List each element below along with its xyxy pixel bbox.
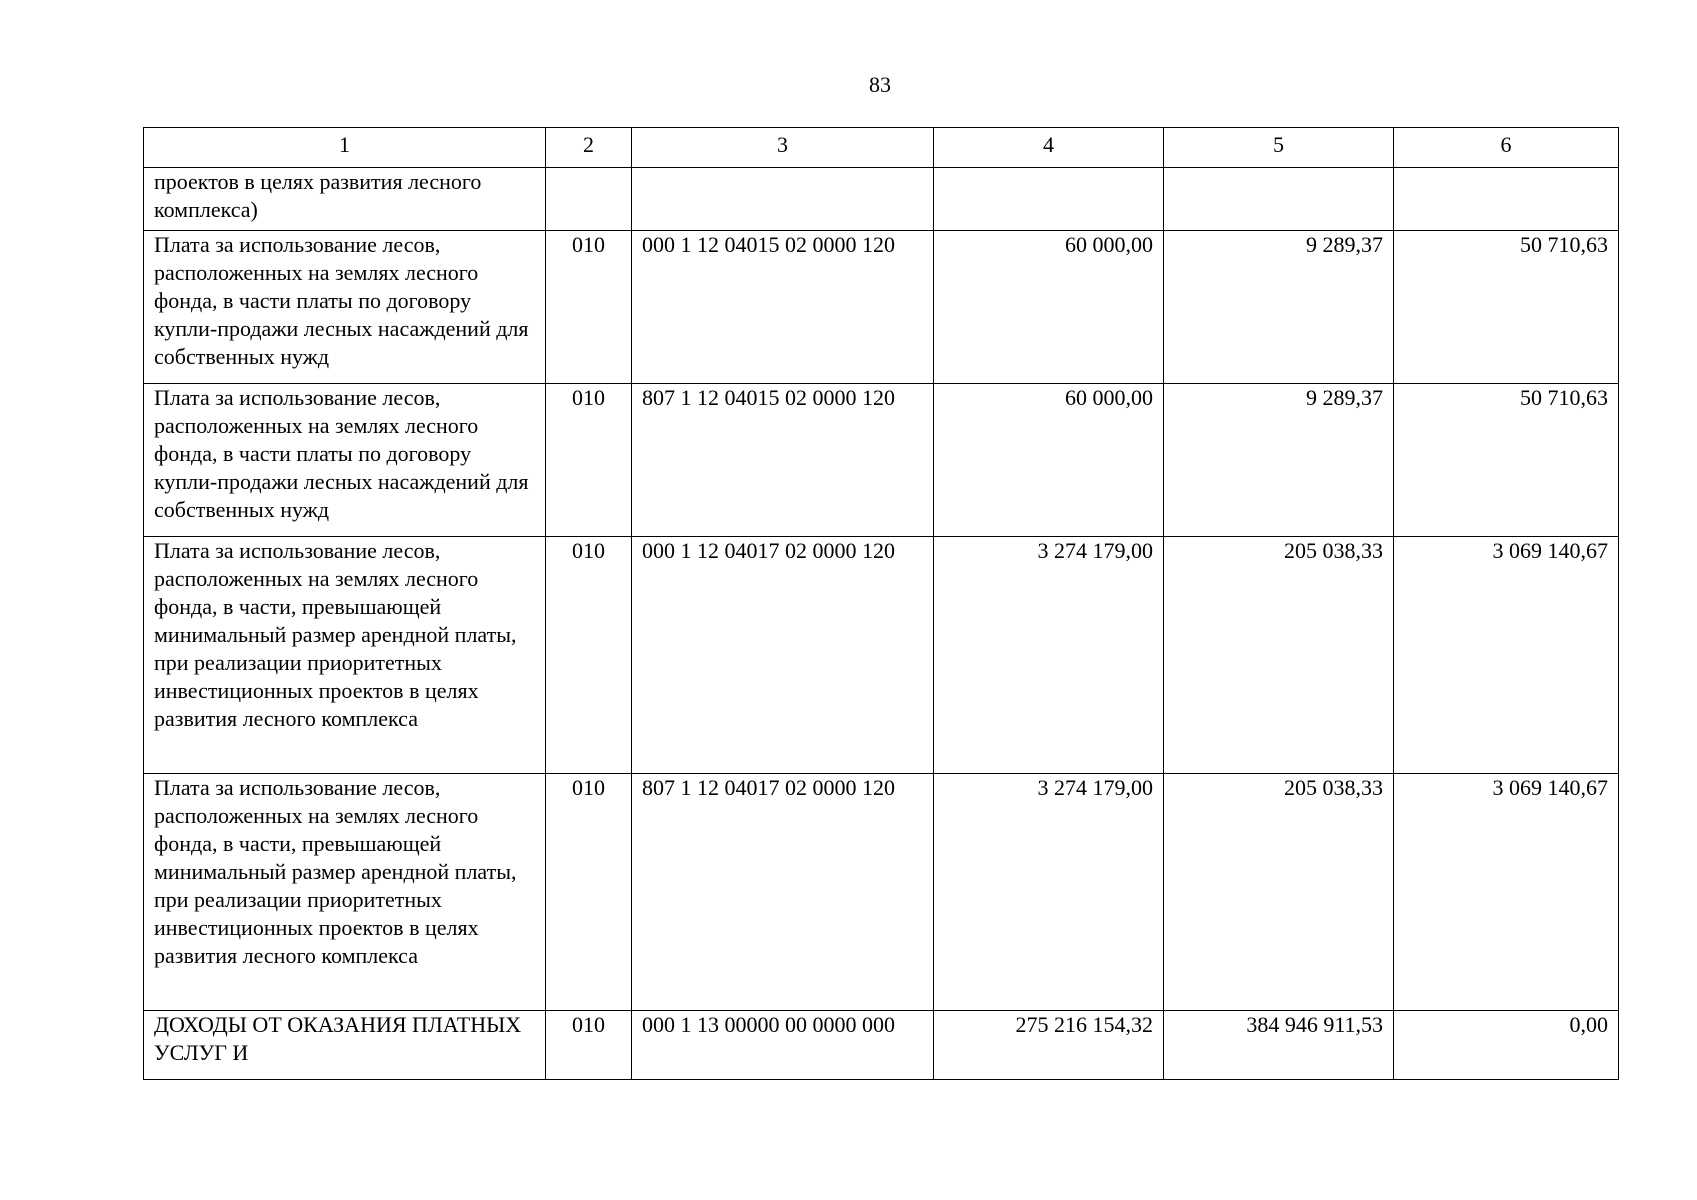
- table-row: [144, 1011, 1619, 1080]
- column-6-value-cell: 3 069 140,67: [1394, 537, 1619, 774]
- column-5-value-cell: 9 289,37: [1164, 384, 1394, 537]
- budget-classification-code-cell: [632, 168, 934, 231]
- income-name-cell: Плата за использование лесов, расположенных на землях лесного фонда, в части платы по договору купли-продажи лесных насаждений для собственных нужд: [144, 384, 546, 537]
- column-4-value-cell: [934, 168, 1164, 231]
- column-5-value-cell: 205 038,33: [1164, 537, 1394, 774]
- budget-classification-code-cell: 000 1 13 00000 00 0000 000: [632, 1011, 934, 1080]
- column-6-value-cell: 50 710,63: [1394, 231, 1619, 384]
- line-code-cell: 010: [546, 537, 632, 774]
- column-5-value-cell: 9 289,37: [1164, 231, 1394, 384]
- budget-classification-code-cell: 807 1 12 04017 02 0000 120: [632, 774, 934, 1011]
- income-name-cell: Плата за использование лесов, расположенных на землях лесного фонда, в части платы по договору купли-продажи лесных насаждений для собственных нужд: [144, 231, 546, 384]
- column-4-value-cell: 275 216 154,32: [934, 1011, 1164, 1080]
- income-name-cell: Плата за использование лесов, расположенных на землях лесного фонда, в части, превышающей минимальный размер арендной платы, при реализации приоритетных инвестиционных проектов в целях развития лесного комплекса: [144, 774, 546, 1011]
- budget-classification-code-cell: 000 1 12 04017 02 0000 120: [632, 537, 934, 774]
- table-row: [144, 231, 1619, 384]
- income-name-cell: Плата за использование лесов, расположенных на землях лесного фонда, в части, превышающей минимальный размер арендной платы, при реализации приоритетных инвестиционных проектов в целях развития лесного комплекса: [144, 537, 546, 774]
- line-code-cell: [546, 168, 632, 231]
- column-header-4: 4: [934, 128, 1164, 168]
- budget-classification-code-cell: 807 1 12 04015 02 0000 120: [632, 384, 934, 537]
- column-6-value-cell: 3 069 140,67: [1394, 774, 1619, 1011]
- column-header-5: 5: [1164, 128, 1394, 168]
- column-6-value-cell: 50 710,63: [1394, 384, 1619, 537]
- income-name-cell: проектов в целях развития лесного комплекса): [144, 168, 546, 231]
- column-header-6: 6: [1394, 128, 1619, 168]
- table-row: [144, 774, 1619, 1011]
- column-6-value-cell: [1394, 168, 1619, 231]
- column-4-value-cell: 60 000,00: [934, 231, 1164, 384]
- column-header-1: 1: [144, 128, 546, 168]
- column-6-value-cell: 0,00: [1394, 1011, 1619, 1080]
- line-code-cell: 010: [546, 384, 632, 537]
- line-code-cell: 010: [546, 1011, 632, 1080]
- column-4-value-cell: 3 274 179,00: [934, 774, 1164, 1011]
- budget-classification-code-cell: 000 1 12 04015 02 0000 120: [632, 231, 934, 384]
- table-header-row: [144, 128, 1619, 168]
- column-4-value-cell: 3 274 179,00: [934, 537, 1164, 774]
- line-code-cell: 010: [546, 231, 632, 384]
- table-row: [144, 168, 1619, 231]
- budget-revenue-table: [143, 127, 1619, 1080]
- column-5-value-cell: [1164, 168, 1394, 231]
- column-header-3: 3: [632, 128, 934, 168]
- column-5-value-cell: 205 038,33: [1164, 774, 1394, 1011]
- column-header-2: 2: [546, 128, 632, 168]
- income-name-cell: ДОХОДЫ ОТ ОКАЗАНИЯ ПЛАТНЫХ УСЛУГ И: [144, 1011, 546, 1080]
- table-row: [144, 537, 1619, 774]
- table-row: [144, 384, 1619, 537]
- page-number: 83: [869, 72, 891, 97]
- column-5-value-cell: 384 946 911,53: [1164, 1011, 1394, 1080]
- column-4-value-cell: 60 000,00: [934, 384, 1164, 537]
- line-code-cell: 010: [546, 774, 632, 1011]
